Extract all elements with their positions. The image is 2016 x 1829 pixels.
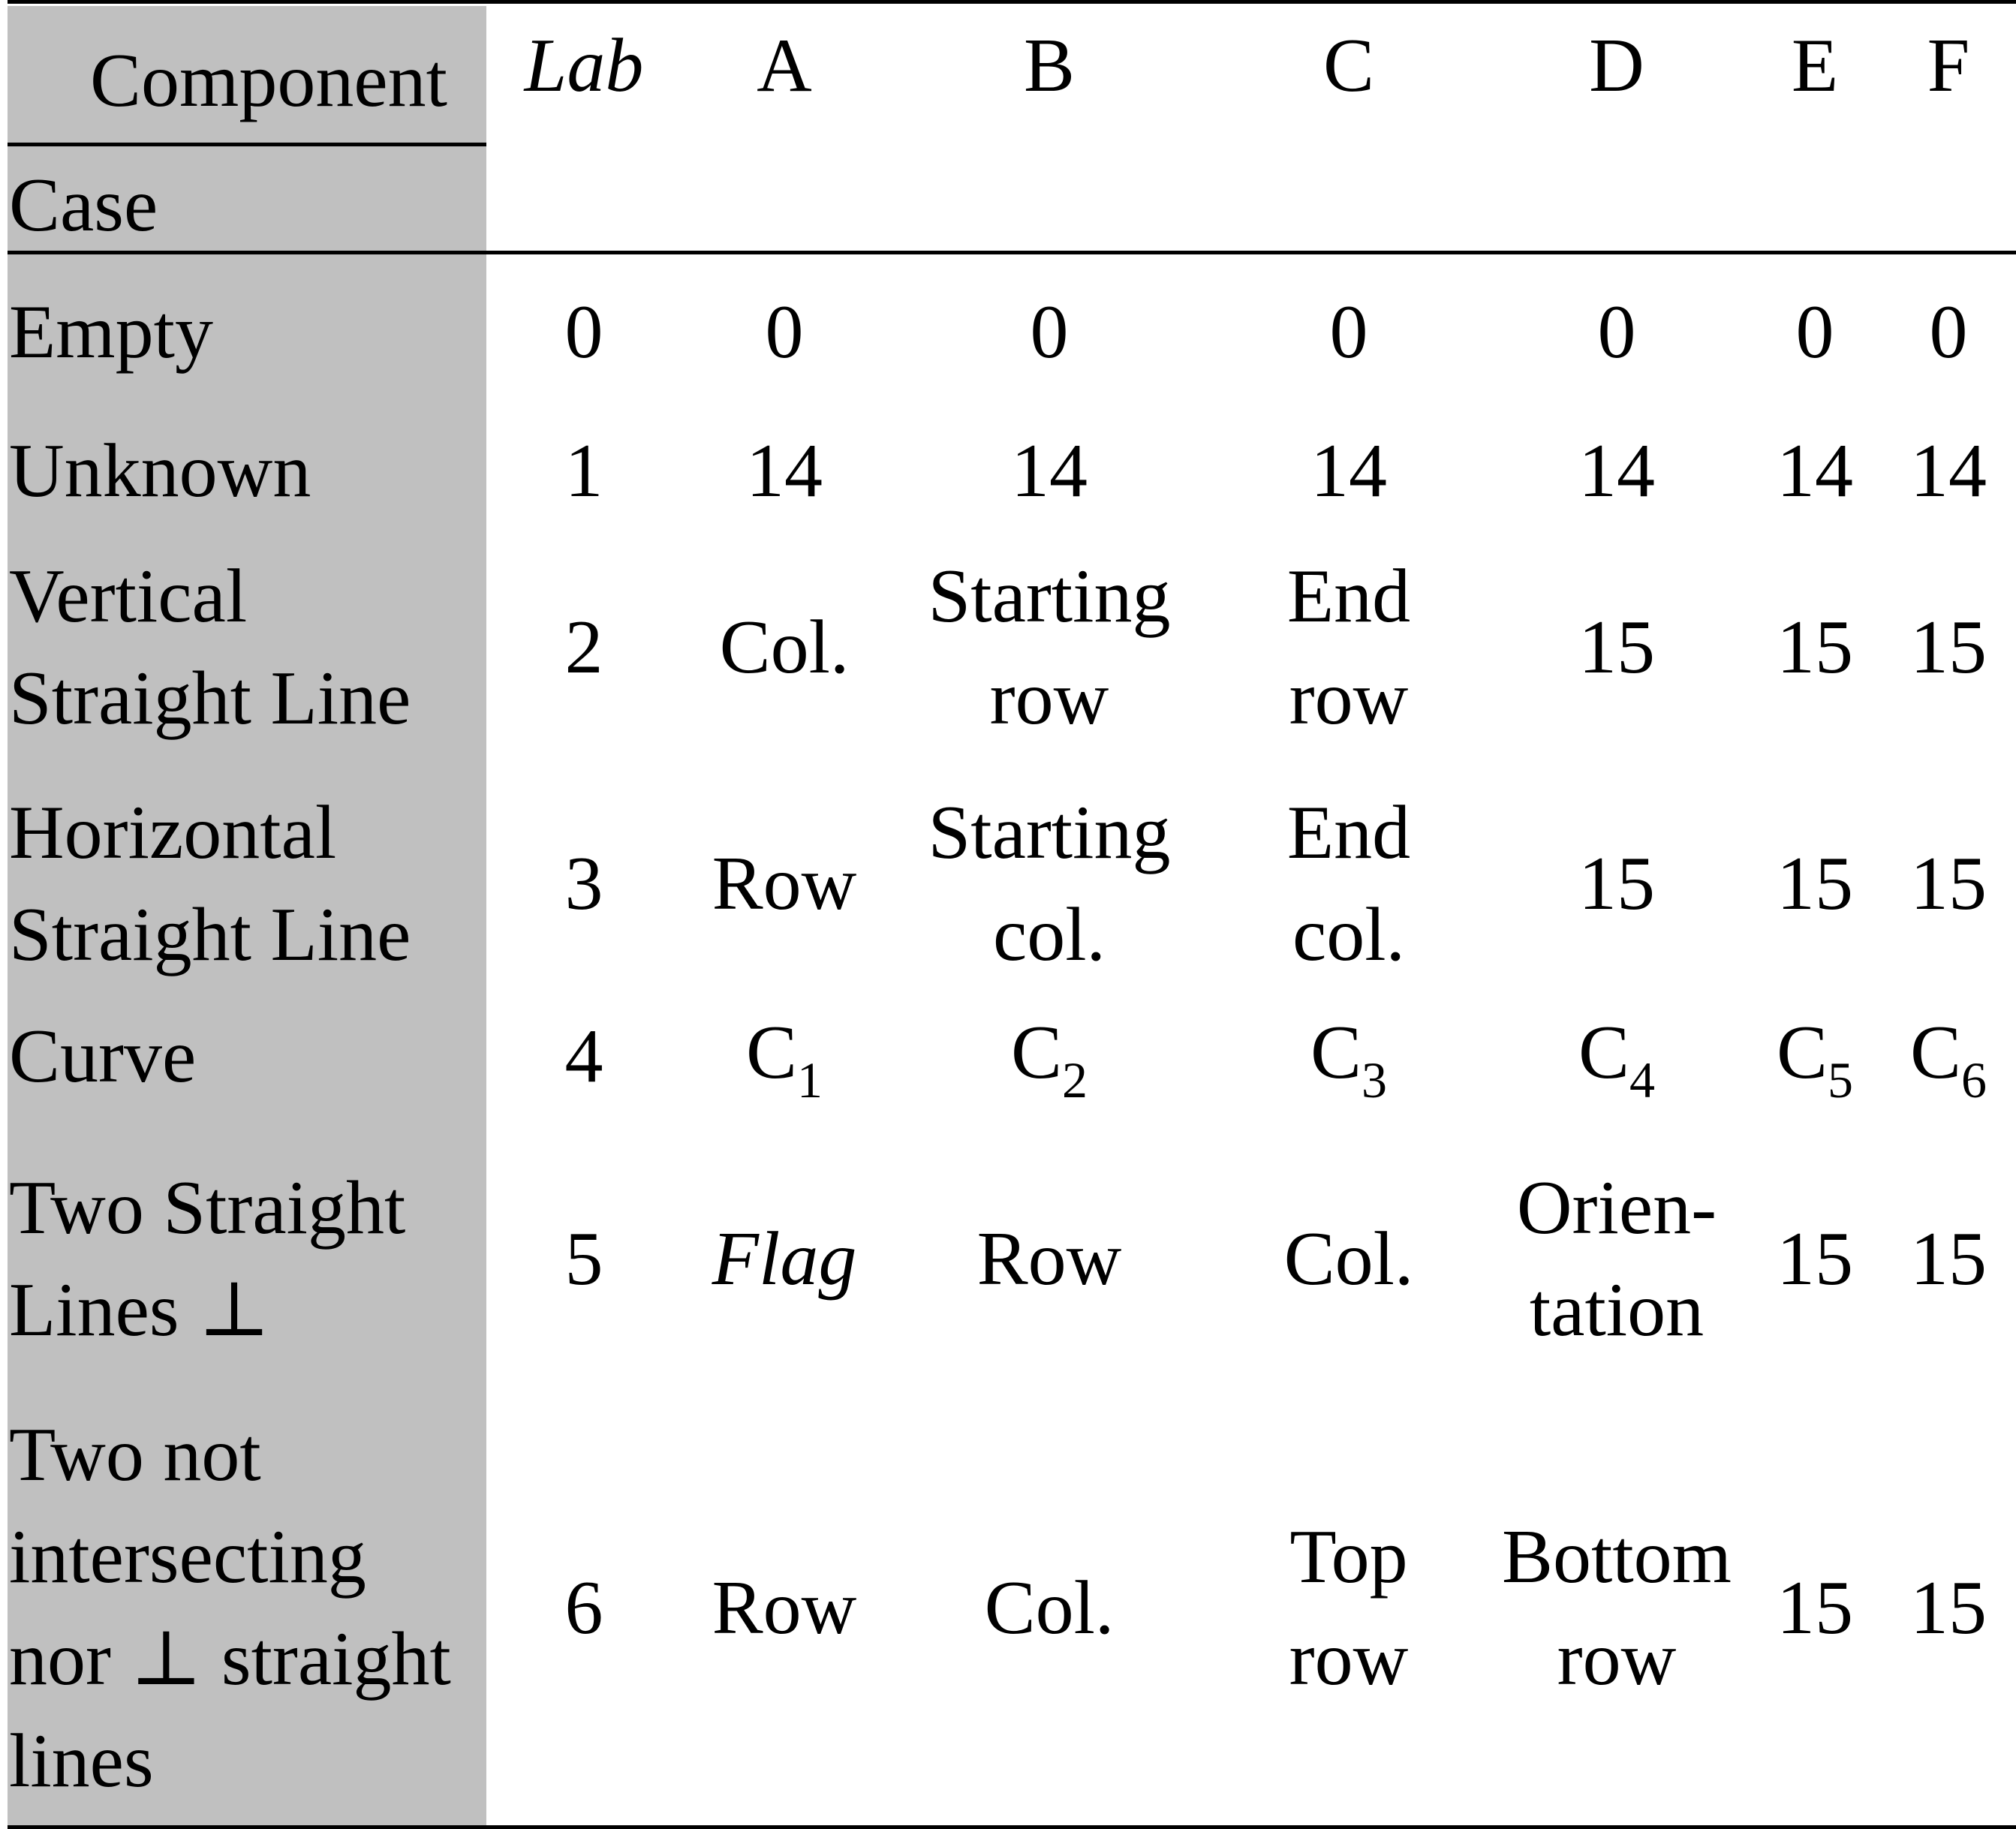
table-cell: [1900, 284, 1997, 381]
cell-text: 1: [564, 429, 603, 513]
column-header-f: F: [1927, 23, 1970, 108]
case-label-line: Lines ⊥: [9, 1268, 271, 1352]
cell-text: 0: [1030, 290, 1069, 375]
cell-text: tation: [1529, 1268, 1705, 1352]
table-cell: [907, 787, 1192, 982]
table-cell: [1482, 423, 1752, 520]
table-cell: [509, 1409, 659, 1807]
cell-text: 14: [746, 429, 823, 513]
curve-coefficient-base: C: [1776, 1010, 1828, 1095]
cell-text: Bottom: [1501, 1515, 1732, 1599]
table-cell: [509, 1008, 659, 1106]
table-cell: [907, 1409, 1192, 1807]
curve-coefficient-base: C: [1010, 1010, 1063, 1095]
table-cell: [1482, 1162, 1752, 1357]
table-cell: [694, 787, 874, 982]
cell-text: Flag: [712, 1217, 857, 1301]
cell-text: row: [1557, 1617, 1677, 1701]
column-header-a: A: [757, 23, 812, 108]
top-rule: [8, 0, 2016, 4]
case-label-line: Straight Line: [9, 656, 411, 741]
table-cell: [1251, 284, 1446, 381]
case-label-line: Vertical: [9, 554, 248, 639]
cell-text: 15: [1777, 841, 1853, 926]
cell-text: 0: [1929, 290, 1968, 375]
cell-text: End: [1286, 790, 1411, 875]
table-cell: [509, 787, 659, 982]
curve-coefficient-subscript: 2: [1062, 1051, 1088, 1109]
case-label-line: Unknown: [9, 429, 311, 513]
table-cell: [1251, 787, 1446, 982]
table-cell: [1482, 1008, 1752, 1109]
cell-text: Col.: [984, 1566, 1115, 1650]
curve-coefficient-subscript: 3: [1362, 1051, 1388, 1109]
table-cell: [509, 550, 659, 745]
table-cell: [1766, 1008, 1864, 1109]
column-header-lab: Lab: [524, 23, 644, 108]
column-header-e: E: [1791, 23, 1839, 108]
table-cell: [1766, 1162, 1864, 1357]
cell-text: Orien-: [1516, 1166, 1717, 1250]
cell-text: Row: [712, 841, 857, 926]
case-label-line: Straight Line: [9, 892, 411, 977]
table-cell: [694, 284, 874, 381]
column-header-b: B: [1023, 23, 1076, 108]
cell-text: 15: [1777, 1566, 1853, 1650]
curve-coefficient-subscript: 1: [797, 1051, 823, 1109]
table-cell: [1482, 284, 1752, 381]
table-cell: [907, 550, 1192, 745]
column-header-d: D: [1589, 23, 1644, 108]
curve-coefficient: [1578, 1002, 1655, 1112]
table-cell: [694, 550, 874, 745]
table-cell: [907, 1008, 1192, 1109]
header-case-label: Case: [9, 163, 158, 248]
cell-text: 14: [1310, 429, 1387, 513]
curve-coefficient: [1910, 1002, 1987, 1112]
cell-text: 3: [564, 841, 603, 926]
cell-text: 15: [1910, 605, 1987, 690]
table-cell: [1482, 787, 1752, 982]
table-cell: [907, 284, 1192, 381]
curve-coefficient: [1777, 1002, 1853, 1112]
curve-coefficient-subscript: 4: [1629, 1051, 1656, 1109]
row-case-label: [9, 1008, 486, 1106]
curve-coefficient-subscript: 6: [1961, 1051, 1987, 1109]
table-cell: [907, 423, 1192, 520]
cell-text: Row: [712, 1566, 857, 1650]
case-label-line: intersecting: [9, 1515, 366, 1599]
cell-text: 0: [1329, 290, 1368, 375]
cell-text: 14: [1910, 429, 1987, 513]
table-cell: [1482, 550, 1752, 745]
table-cell: [1900, 1162, 1997, 1357]
table-cell: [509, 284, 659, 381]
cell-text: row: [1289, 1617, 1409, 1701]
cell-text: Starting: [928, 554, 1171, 639]
cell-text: End: [1286, 554, 1411, 639]
cell-text: 15: [1910, 1217, 1987, 1301]
table-cell: [1251, 1008, 1446, 1109]
table-cell: [694, 423, 874, 520]
case-label-line: Two Straight: [9, 1166, 406, 1250]
table-cell: [509, 423, 659, 520]
cell-text: 0: [1795, 290, 1834, 375]
cell-text: 15: [1777, 1217, 1853, 1301]
cell-text: 15: [1578, 605, 1655, 690]
header-split-rule: [8, 143, 486, 146]
curve-coefficient-base: C: [1909, 1010, 1962, 1095]
table-cell: [1251, 1409, 1446, 1807]
cell-text: 14: [1011, 429, 1088, 513]
table-cell: [1251, 423, 1446, 520]
cell-text: 6: [564, 1566, 603, 1650]
row-case-label: [9, 423, 486, 520]
cell-text: col.: [992, 892, 1106, 977]
case-label-line: Horizontal: [9, 790, 337, 875]
curve-coefficient: [1310, 1002, 1387, 1112]
table-cell: [694, 1409, 874, 1807]
cell-text: 15: [1910, 1566, 1987, 1650]
curve-coefficient-base: C: [1310, 1010, 1362, 1095]
row-case-label: [9, 550, 486, 745]
case-label-line: Empty: [9, 290, 213, 375]
cell-text: 15: [1777, 605, 1853, 690]
table-cell: [1766, 787, 1864, 982]
table-cell: [1766, 1409, 1864, 1807]
table-cell: [1900, 423, 1997, 520]
curve-coefficient: [746, 1002, 823, 1112]
cell-text: Col.: [719, 605, 850, 690]
curve-coefficient-base: C: [745, 1010, 798, 1095]
cell-text: 0: [564, 290, 603, 375]
table-cell: [1900, 1008, 1997, 1109]
cell-text: row: [989, 656, 1109, 741]
cell-text: row: [1289, 656, 1409, 741]
cell-text: Col.: [1283, 1217, 1414, 1301]
column-header-c: C: [1322, 23, 1375, 108]
row-case-label: [9, 1409, 486, 1807]
table-cell: [1251, 550, 1446, 745]
cell-text: 0: [1597, 290, 1636, 375]
table-cell: [694, 1162, 874, 1357]
case-label-line: Two not: [9, 1412, 261, 1497]
cell-text: 4: [564, 1014, 603, 1099]
case-label-line: nor ⊥ straight: [9, 1617, 451, 1701]
table-cell: [1900, 550, 1997, 745]
cell-text: 14: [1578, 429, 1655, 513]
cell-text: Top: [1289, 1515, 1408, 1599]
case-label-line: lines: [9, 1719, 154, 1803]
curve-coefficient-subscript: 5: [1828, 1051, 1854, 1109]
row-case-label: [9, 787, 486, 982]
cell-text: 2: [564, 605, 603, 690]
table-cell: [1900, 1409, 1997, 1807]
cell-text: 15: [1578, 841, 1655, 926]
curve-coefficient: [1011, 1002, 1088, 1112]
row-case-label: [9, 284, 486, 381]
header-rule: [8, 251, 2016, 254]
cell-text: col.: [1292, 892, 1406, 977]
cell-text: Starting: [928, 790, 1171, 875]
table-cell: [694, 1008, 874, 1109]
table-cell: [1766, 423, 1864, 520]
cell-text: 5: [564, 1217, 603, 1301]
table-cell: [1251, 1162, 1446, 1357]
table-cell: [1766, 284, 1864, 381]
cell-text: 0: [765, 290, 804, 375]
bottom-rule: [8, 1825, 2016, 1829]
cell-text: Row: [976, 1217, 1122, 1301]
cell-text: 15: [1910, 841, 1987, 926]
table-cell: [1900, 787, 1997, 982]
curve-coefficient-base: C: [1578, 1010, 1630, 1095]
table-cell: [907, 1162, 1192, 1357]
table-cell: [1482, 1409, 1752, 1807]
row-case-label: [9, 1162, 486, 1357]
table-cell: [1766, 550, 1864, 745]
table-cell: [509, 1162, 659, 1357]
case-label-line: Curve: [9, 1014, 197, 1099]
header-component-label: Component: [90, 38, 447, 123]
cell-text: 14: [1777, 429, 1853, 513]
